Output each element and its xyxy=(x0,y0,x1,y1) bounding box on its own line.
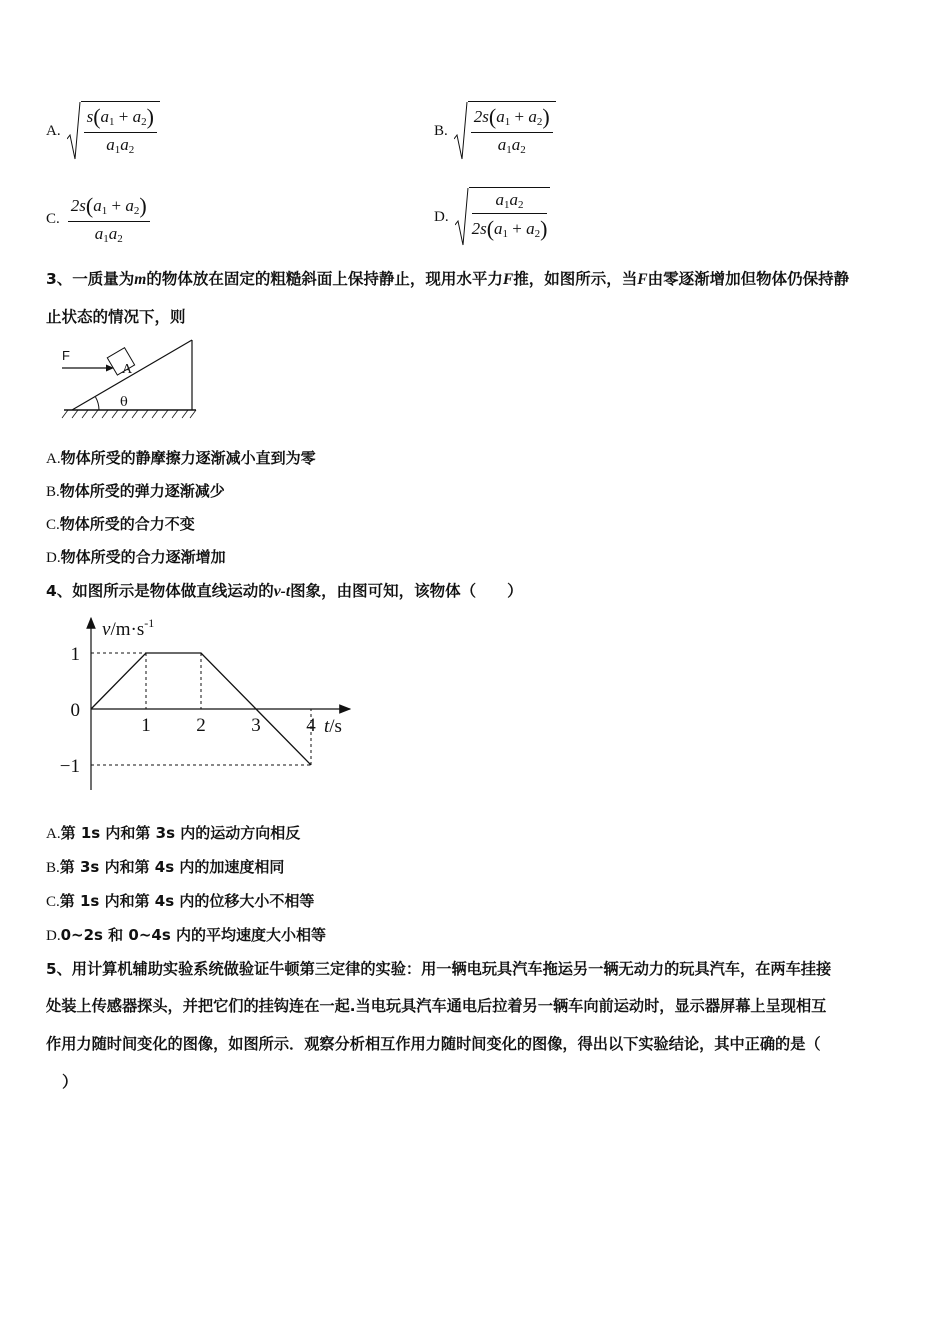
y-tick-label: −1 xyxy=(59,756,80,777)
fraction: $\frac{2s(a_1 + a_2)}{a_1a_2}$ xyxy=(471,104,553,156)
q2-option-c[interactable] xyxy=(46,188,150,250)
q2-option-a[interactable] xyxy=(46,100,160,162)
radical-expression xyxy=(454,101,556,161)
q5-stem-line4: ） xyxy=(62,1073,78,1091)
q2-option-d[interactable] xyxy=(434,184,550,250)
q4-option-c[interactable]: C.第 1s 内和第 4s 内的位移大小不相等 xyxy=(46,892,315,910)
y-axis-label: $v/m\cdot s^{-1}$ xyxy=(102,616,155,640)
q3-option-d[interactable]: D.物体所受的合力逐渐增加 xyxy=(46,548,226,566)
q4-option-b[interactable]: B.第 3s 内和第 4s 内的加速度相同 xyxy=(46,858,285,876)
q5-stem-line2: 处装上传感器探头，并把它们的挂钩连在一起.当电玩具汽车通电后拉着另一辆车向前运动时，显示器屏幕上呈现相互 xyxy=(46,997,827,1015)
x-tick-label: 3 xyxy=(251,715,261,736)
option-label: A. xyxy=(46,122,61,139)
q2-option-b[interactable] xyxy=(434,100,556,162)
option-label: B. xyxy=(434,122,448,139)
y-tick-label: 0 xyxy=(70,700,80,721)
radical-expression xyxy=(455,187,551,247)
q4-stem: 4、如图所示是物体做直线运动的v-t图象，由图可知，该物体（ ） xyxy=(46,582,523,600)
option-label: C. xyxy=(46,210,60,227)
q4-option-d[interactable]: D.0~2s 和 0~4s 内的平均速度大小相等 xyxy=(46,926,327,944)
q5-stem-line1: 5、用计算机辅助实验系统做验证牛顿第三定律的实验：用一辆电玩具汽车拖运另一辆无动力的玩具汽车，在两车挂接 xyxy=(46,960,832,978)
y-tick-label: 1 xyxy=(70,644,80,665)
force-label: F xyxy=(62,348,70,363)
option-label: D. xyxy=(434,208,449,225)
block-label: A xyxy=(122,362,133,377)
x-tick-label: 1 xyxy=(141,715,151,736)
q3-option-b[interactable]: B.物体所受的弹力逐渐减少 xyxy=(46,482,225,500)
x-tick-label: 4 xyxy=(306,715,316,736)
q3-option-c[interactable]: C.物体所受的合力不变 xyxy=(46,515,195,533)
vt-chart xyxy=(50,612,360,792)
q3-option-a[interactable]: A.物体所受的静摩擦力逐渐减小直到为零 xyxy=(46,449,316,467)
q5-stem-line3: 作用力随时间变化的图像，如图所示．观察分析相互作用力随时间变化的图像，得出以下实验结论，其中正确的是（ xyxy=(46,1035,821,1053)
x-axis-label: t/s xyxy=(324,716,342,737)
q3-stem-line1: 3、一质量为m的物体放在固定的粗糙斜面上保持静止，现用水平力F推，如图所示，当F由零逐渐增加但物体仍保持静 xyxy=(46,270,850,288)
x-tick-label: 2 xyxy=(196,715,206,736)
fraction: $\frac{a_1a_2}{2s(a_1 + a_2)}$ xyxy=(471,190,548,241)
q4-option-a[interactable]: A.第 1s 内和第 3s 内的运动方向相反 xyxy=(46,824,301,842)
angle-label: θ xyxy=(120,395,128,410)
radical-expression xyxy=(67,101,160,161)
fraction: $\frac{s(a_1 + a_2)}{a_1a_2}$ xyxy=(84,104,157,156)
fraction: $\frac{2s(a_1 + a_2)}{a_1a_2}$ xyxy=(68,193,150,245)
incline-figure xyxy=(56,336,206,426)
q3-stem-line2: 止状态的情况下，则 xyxy=(46,308,186,326)
